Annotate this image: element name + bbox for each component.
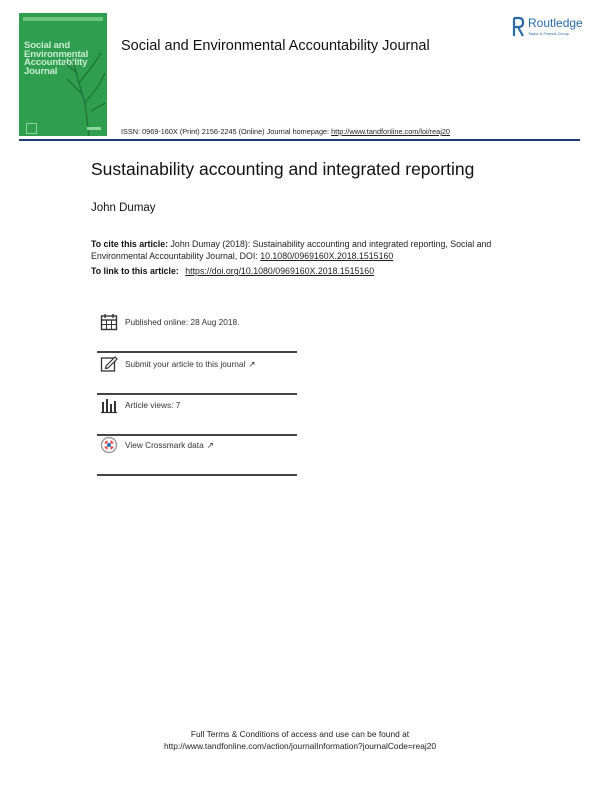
doi-link[interactable]: 10.1080/0969160X.2018.1515160 <box>260 251 394 261</box>
cover-title: Social and Environmental Accountability Journal <box>24 40 89 77</box>
issn-text: ISSN: 0969-160X (Print) 2156-2245 (Online) Journal homepage: <box>121 127 330 136</box>
article-doi-url[interactable]: https://doi.org/10.1080/0969160X.2018.1515160 <box>185 266 375 276</box>
crossmark-icon <box>100 436 118 454</box>
routledge-r-icon <box>512 16 525 38</box>
crossmark-row[interactable] <box>97 436 297 476</box>
submit-article-row[interactable] <box>97 355 297 395</box>
link-line <box>91 266 374 276</box>
link-label: To link to this article: <box>91 266 179 276</box>
article-views-text: Article views: 7 <box>125 400 181 410</box>
author-name: John Dumay <box>91 202 156 214</box>
article-title: Sustainability accounting and integrated reporting <box>91 159 475 179</box>
external-link-icon: ↗ <box>206 440 214 450</box>
published-online-row <box>97 313 297 353</box>
crossmark-link[interactable] <box>125 440 214 451</box>
external-link-icon: ↗ <box>248 359 256 369</box>
article-views-row <box>97 396 297 436</box>
calendar-icon <box>100 313 118 331</box>
cover-branch-graphic <box>19 13 107 136</box>
crossmark-text: View Crossmark data <box>125 440 204 450</box>
citation-block <box>91 238 521 262</box>
cover-logo <box>26 123 37 134</box>
footer-terms-url[interactable]: http://www.tandfonline.com/action/journalInformation?journalCode=reaj20 <box>163 741 437 751</box>
journal-title: Social and Environmental Accountability Journal <box>121 38 430 54</box>
publisher-logo <box>512 16 592 40</box>
submit-article-link[interactable] <box>125 359 255 370</box>
submit-article-text: Submit your article to this journal <box>125 359 246 369</box>
publisher-name: Routledge <box>528 16 583 30</box>
published-online-text: Published online: 28 Aug 2018. <box>125 317 240 327</box>
footer-terms-text: Full Terms & Conditions of access and use can be found at <box>190 729 410 739</box>
cite-label: To cite this article: <box>91 239 169 249</box>
issn-line <box>121 127 450 136</box>
cite-text: John Dumay (2018): Sustainability accounting and integrated reporting, Social and Environmental Accountability Journal, DOI: <box>91 239 492 261</box>
cover-publisher-mark <box>87 127 101 130</box>
publisher-tagline: Taylor & Francis Group <box>528 31 569 36</box>
bar-chart-icon <box>100 396 118 414</box>
footer <box>0 728 600 752</box>
journal-homepage-link[interactable]: http://www.tandfonline.com/loi/reaj20 <box>331 127 450 136</box>
journal-cover <box>19 13 107 136</box>
edit-icon <box>100 355 118 373</box>
header-divider <box>19 139 580 141</box>
